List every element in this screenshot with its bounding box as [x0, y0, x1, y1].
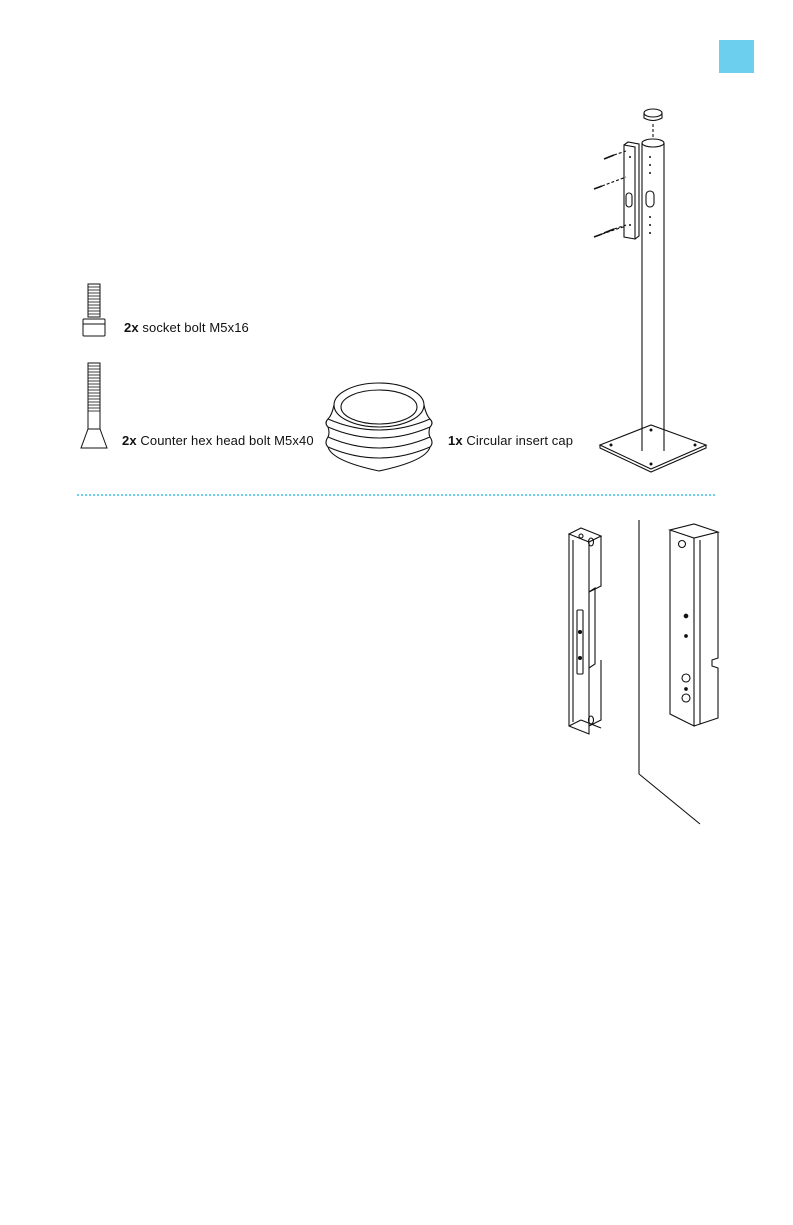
part-name: Circular insert cap [466, 433, 574, 448]
mounting-bracket-front-illustration [555, 520, 615, 740]
part-quantity: 2x [122, 433, 137, 448]
mounting-bracket-wall-illustration [630, 518, 730, 828]
part-name: Counter hex head bolt M5x40 [140, 433, 314, 448]
part-label-socket-bolt [124, 320, 249, 336]
socket-bolt-icon [80, 283, 110, 339]
part-quantity: 1x [448, 433, 463, 448]
section-divider [77, 494, 715, 496]
circular-insert-cap-icon [318, 375, 440, 475]
part-name: socket bolt M5x16 [142, 320, 249, 335]
pole-assembly-illustration [580, 105, 720, 475]
part-label-counter-bolt [122, 433, 314, 449]
page-tab-marker [719, 40, 754, 73]
part-label-insert-cap [448, 433, 573, 449]
countersunk-bolt-icon [78, 362, 110, 452]
part-quantity: 2x [124, 320, 139, 335]
